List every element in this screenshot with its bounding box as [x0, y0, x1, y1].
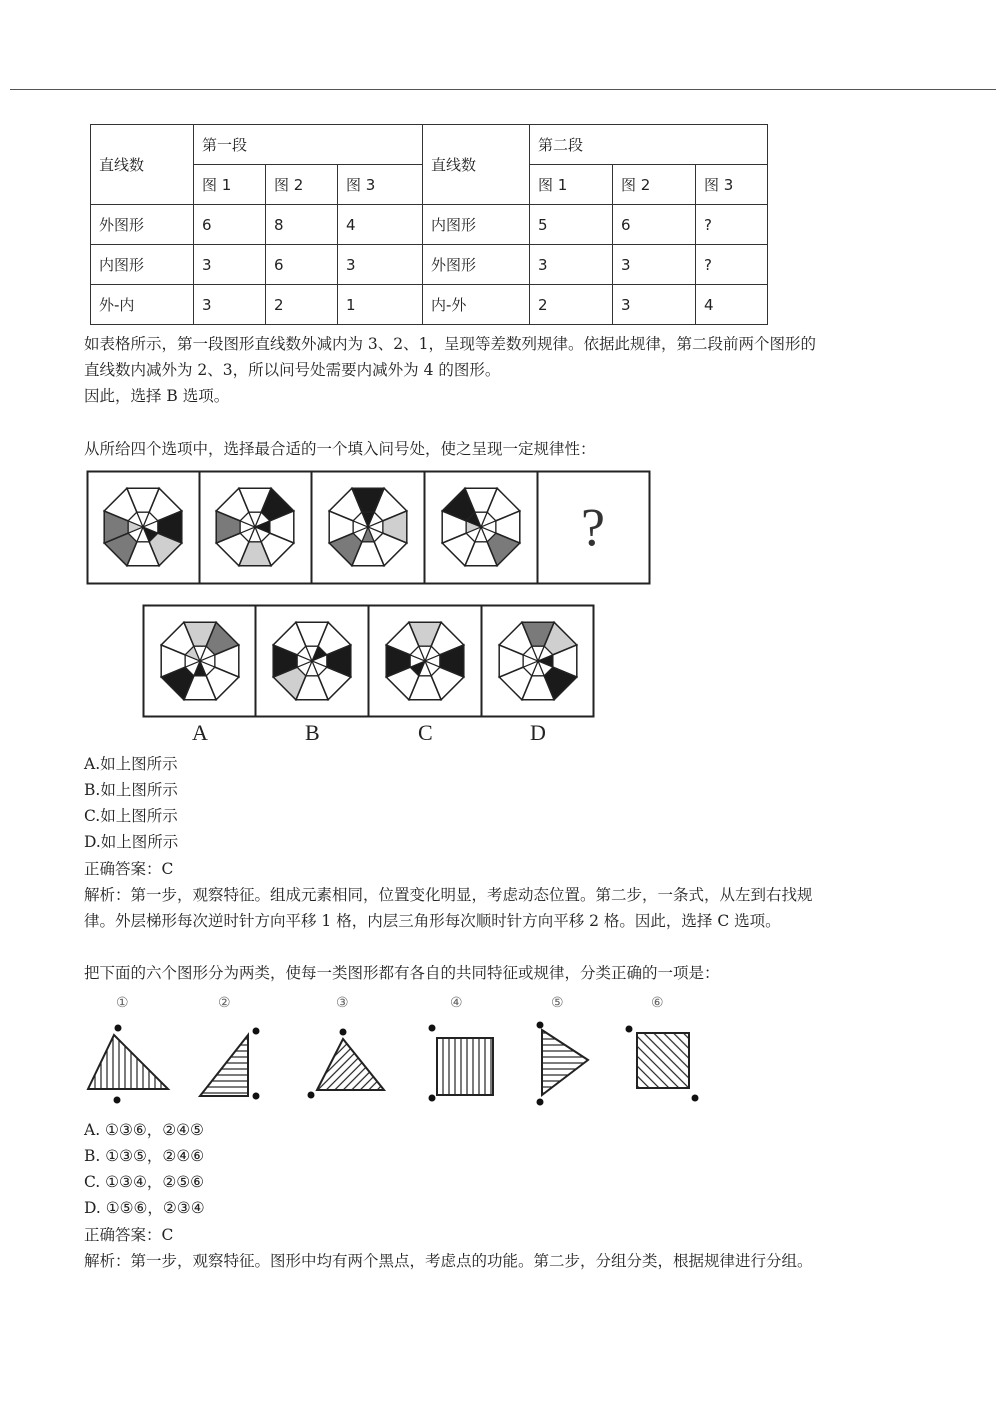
- option-label-c: C: [418, 720, 433, 745]
- figure-number: ④: [450, 995, 463, 1011]
- option-label-a: A: [192, 720, 208, 745]
- q2-analysis: 解析：第一步，观察特征。组成元素相同，位置变化明显，考虑动态位置。第二步，一条式，从左到右找规: [84, 886, 813, 904]
- line-count-table: [90, 124, 768, 325]
- seg1-col: 图 3: [338, 165, 423, 205]
- seg2-col: 图 3: [696, 165, 768, 205]
- cell: ?: [696, 245, 768, 285]
- cell: 4: [696, 285, 768, 325]
- q3-prompt: 把下面的六个图形分为两类，使每一类图形都有各自的共同特征或规律，分类正确的一项是：: [84, 964, 720, 982]
- shape-6: [626, 1026, 699, 1102]
- cell: 6: [266, 245, 338, 285]
- cell: 3: [338, 245, 423, 285]
- row-label: 内图形: [423, 205, 530, 245]
- cell: 3: [530, 245, 613, 285]
- figure-number: ①: [116, 995, 129, 1011]
- shape-4: [429, 1025, 494, 1102]
- octagon-figure-1: [104, 488, 182, 566]
- question-mark: ?: [581, 497, 605, 557]
- cell: 3: [613, 245, 696, 285]
- seg1-title: 第一段: [194, 125, 423, 165]
- q3-option[interactable]: B. ①③⑤，②④⑥: [84, 1147, 205, 1165]
- q2-option[interactable]: C.如上图所示: [84, 807, 178, 825]
- q2-options-figure: [142, 604, 595, 718]
- octagon-figure-3: [329, 488, 407, 566]
- option-octagon-c: [386, 622, 464, 700]
- shape-5: [537, 1022, 589, 1106]
- explanation-line: 直线数内减外为 2、3，所以问号处需要内减外为 4 的图形。: [84, 361, 501, 379]
- row-label: 外图形: [91, 205, 194, 245]
- shape-1: [88, 1025, 168, 1104]
- seg1-col: 图 1: [194, 165, 266, 205]
- q2-option[interactable]: D.如上图所示: [84, 833, 179, 851]
- explanation-line: 因此，选择 B 选项。: [84, 387, 230, 405]
- cell: 8: [266, 205, 338, 245]
- option-label-d: D: [530, 720, 546, 745]
- octagon-figure-2: [216, 488, 294, 566]
- row-label: 内图形: [91, 245, 194, 285]
- q3-answer: 正确答案：C: [84, 1226, 174, 1244]
- cell: 3: [613, 285, 696, 325]
- q3-analysis: 解析：第一步，观察特征。图形中均有两个黑点，考虑点的功能。第二步，分组分类，根据规律进行分组。: [84, 1252, 813, 1270]
- option-octagon-d: [499, 622, 577, 700]
- row-label: 外-内: [91, 285, 194, 325]
- q2-analysis: 律。外层梯形每次逆时针方向平移 1 格，内层三角形每次顺时针方向平移 2 格。因此，选择 C 选项。: [84, 912, 781, 930]
- cell: 2: [530, 285, 613, 325]
- seg1-corner: 直线数: [91, 125, 194, 205]
- figure-number: ③: [336, 995, 349, 1011]
- q2-option[interactable]: B.如上图所示: [84, 781, 178, 799]
- row-label: 外图形: [423, 245, 530, 285]
- cell: 1: [338, 285, 423, 325]
- option-label-b: B: [305, 720, 320, 745]
- q3-option[interactable]: A. ①③⑥，②④⑤: [84, 1121, 204, 1139]
- cell: 2: [266, 285, 338, 325]
- cell: 6: [194, 205, 266, 245]
- cell: 5: [530, 205, 613, 245]
- figure-number: ⑥: [651, 995, 664, 1011]
- cell: ?: [696, 205, 768, 245]
- cell: 3: [194, 285, 266, 325]
- cell: 6: [613, 205, 696, 245]
- top-rule: [10, 89, 996, 90]
- q2-option[interactable]: A.如上图所示: [84, 755, 178, 773]
- seg2-col: 图 2: [613, 165, 696, 205]
- cell: 3: [194, 245, 266, 285]
- seg2-corner: 直线数: [423, 125, 530, 205]
- seg2-title: 第二段: [530, 125, 768, 165]
- octagon-figure-4: [442, 488, 520, 566]
- option-octagon-a: [161, 622, 239, 700]
- shape-3: [308, 1029, 385, 1099]
- seg2-col: 图 1: [530, 165, 613, 205]
- row-label: 内-外: [423, 285, 530, 325]
- figure-number: ②: [218, 995, 231, 1011]
- q3-shapes-figure: [80, 1018, 710, 1108]
- q3-option[interactable]: D. ①⑤⑥，②③④: [84, 1199, 205, 1217]
- q2-prompt: 从所给四个选项中，选择最合适的一个填入问号处，使之呈现一定规律性：: [84, 440, 596, 458]
- figure-number: ⑤: [551, 995, 564, 1011]
- cell: 4: [338, 205, 423, 245]
- q3-option[interactable]: C. ①③④，②⑤⑥: [84, 1173, 205, 1191]
- q2-sequence-figure: [86, 470, 651, 585]
- seg1-col: 图 2: [266, 165, 338, 205]
- shape-2: [200, 1028, 260, 1100]
- option-octagon-b: [273, 622, 351, 700]
- q2-answer: 正确答案：C: [84, 860, 174, 878]
- explanation-line: 如表格所示，第一段图形直线数外减内为 3、2、1，呈现等差数列规律。依据此规律，第二段前两个图形的: [84, 335, 817, 353]
